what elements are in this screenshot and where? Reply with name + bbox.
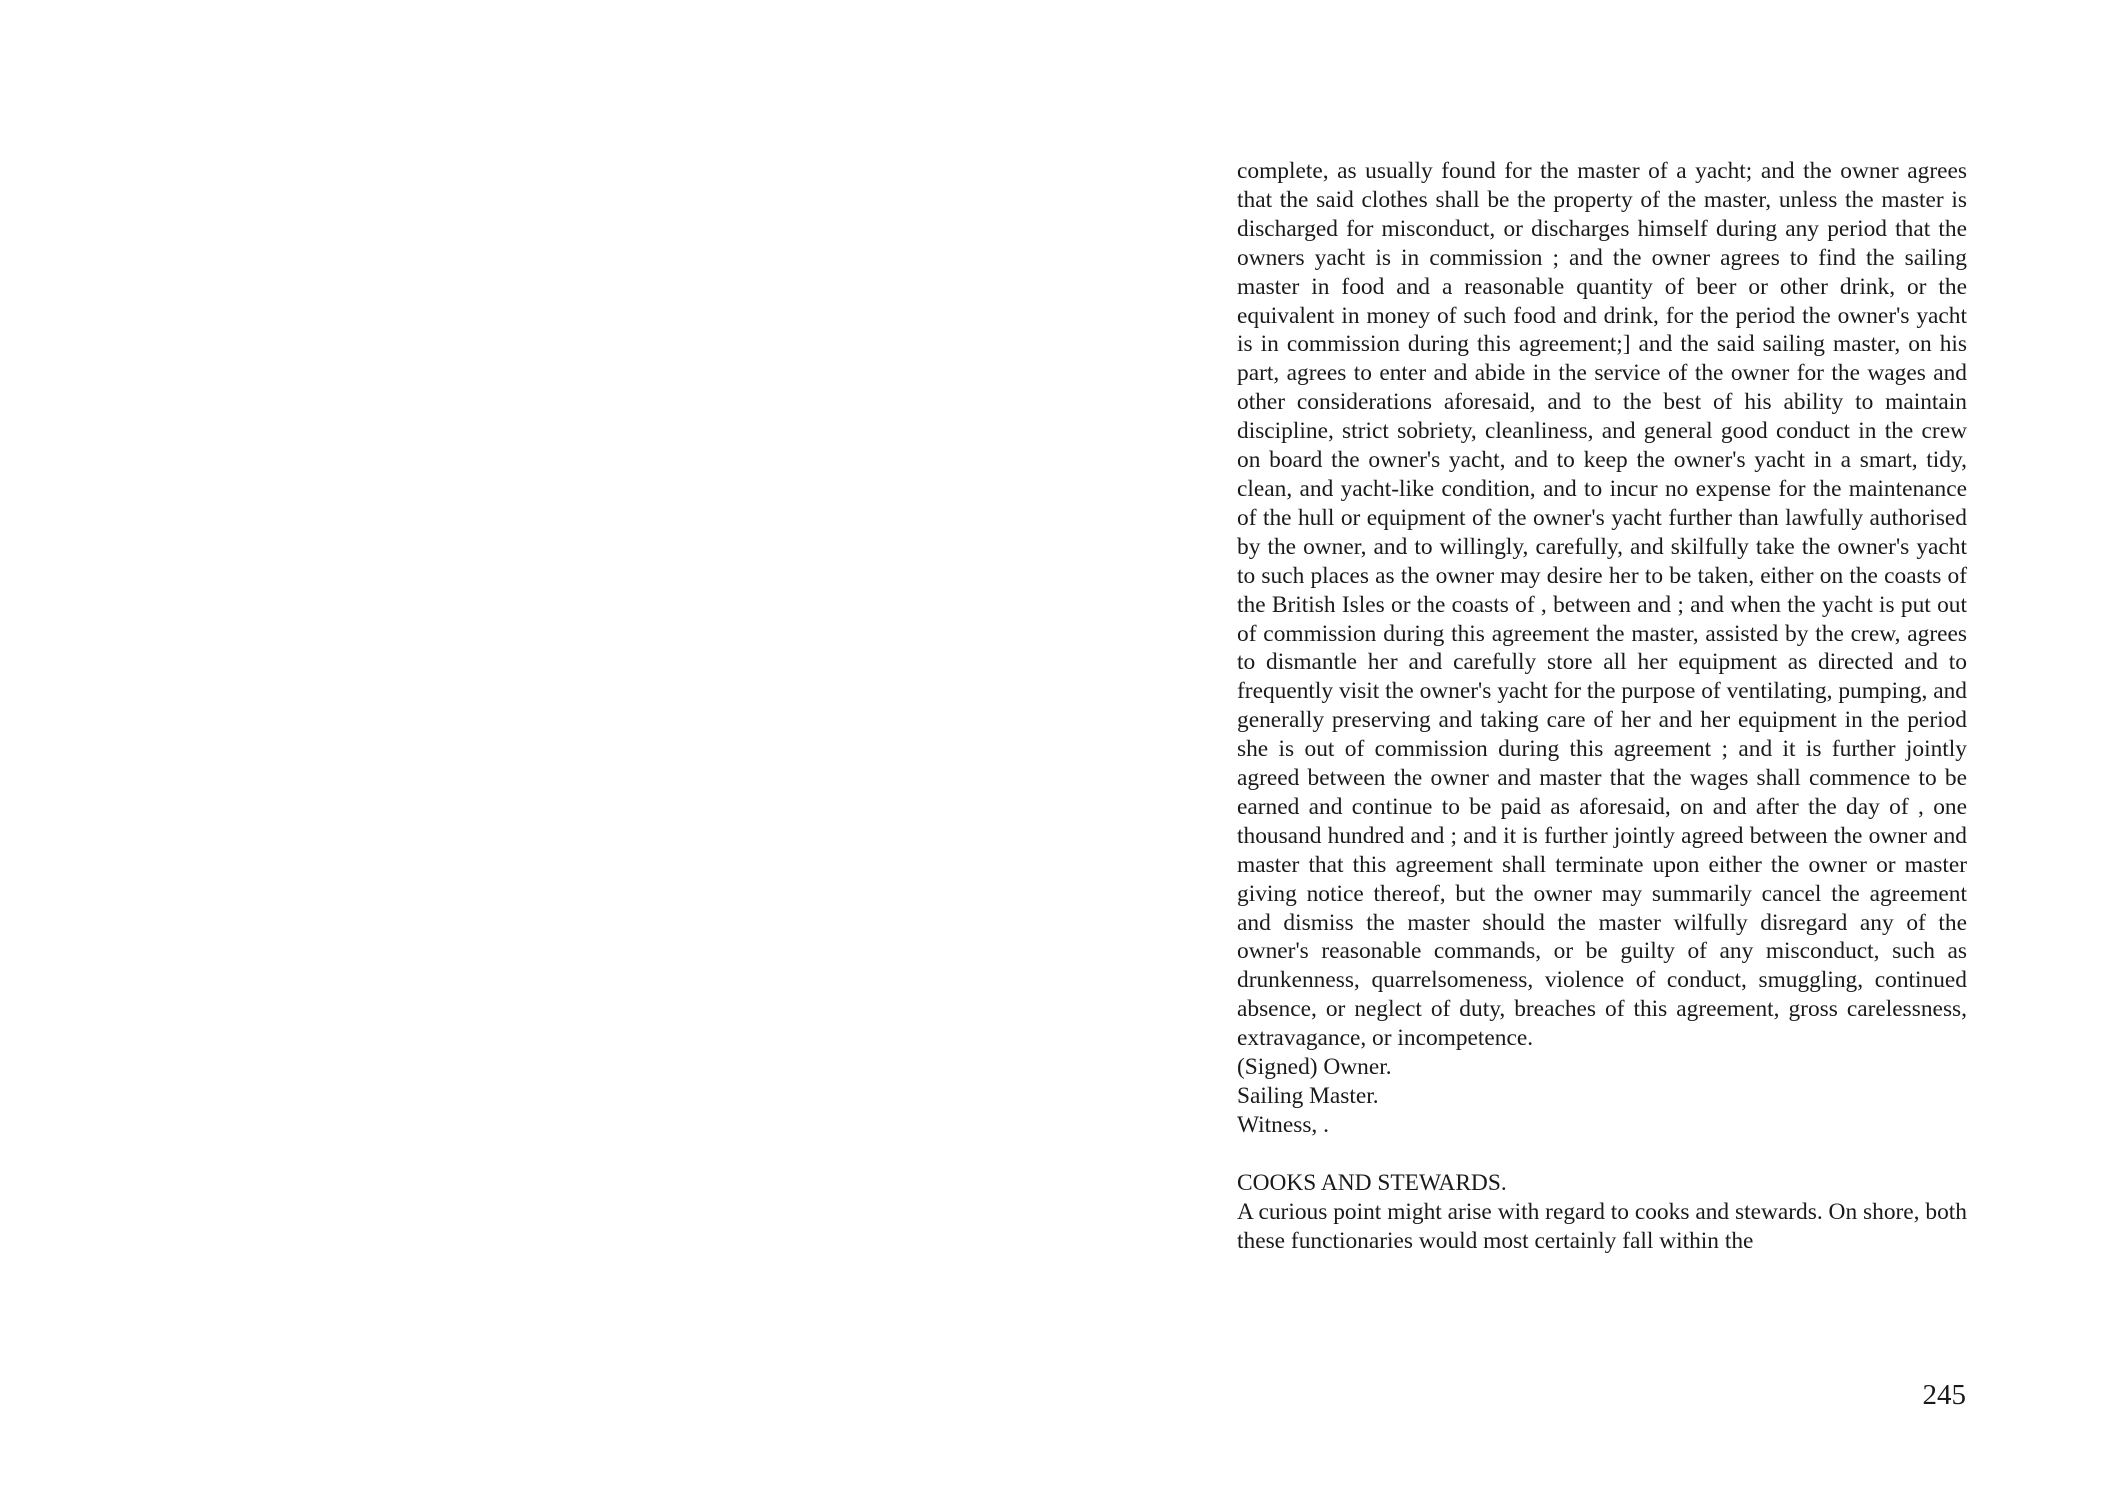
sailing-master-line: Sailing Master. (1237, 1083, 1379, 1109)
agreement-paragraph: complete, as usually found for the master of a yacht; and the owner agrees that the said clothes shall be the property of the master, unless the master is discharged for misconduct, or discharges himself during any period that the owners yacht is in commission ; and the owner agrees to find the sailing master in food and a reasonable quantity of beer or other drink, or the equivalent in money of such food and drink, for the period the owner's yacht is in commission during this agreement;] and the said sailing master, on his part, agrees to enter and abide in the service of the owner for the wages and other considerations aforesaid, and to the best of his ability to maintain discipline, strict sobriety, cleanliness, and general good conduct in the crew on board the owner's yacht, and to keep the owner's yacht in a smart, tidy, clean, and yacht-like condition, and to incur no expense for the maintenance of the hull or equipment of the owner's yacht further than lawfully authorised by the owner, and to willingly, carefully, and skilfully take the owner's yacht to such places as the owner may desire her to be taken, either on the coasts of the British Isles or the coasts of , between and ; and when the yacht is put out of commission during this agreement the master, assisted by the crew, agrees to dismantle her and carefully store all her equipment as directed and to frequently visit the owner's yacht for the purpose of ventilating, pumping, and generally preserving and taking care of her and her equipment in the period she is out of commission during this agreement ; and it is further jointly agreed between the owner and master that the wages shall commence to be earned and continue to be paid as aforesaid, on and after the day of , one thousand hundred and ; and it is further jointly agreed between the owner and master that this agreement shall terminate upon either the owner or master giving notice thereof, but the owner may summarily cancel the agreement and dismiss the master should the master wilfully disregard any of the owner's reasonable commands, or be guilty of any misconduct, such as drunkenness, quarrelsomeness, violence of conduct, smuggling, continued absence, or neglect of duty, breaches of this agreement, gross carelessness, extravagance, or incompetence. (1237, 158, 1967, 1052)
right-page-text-block (1237, 157, 1967, 1255)
witness-line: Witness, . (1237, 1111, 1329, 1138)
page-number: 245 (1922, 1379, 1966, 1411)
section-heading: COOKS AND STEWARDS. (1237, 1169, 1507, 1196)
blank-line (1237, 1140, 1967, 1169)
cooks-stewards-paragraph: A curious point might arise with regard to cooks and stewards. On shore, both these functionaries would most certainly fall within the (1237, 1198, 1967, 1254)
signed-owner-line: (Signed) Owner. (1237, 1054, 1392, 1081)
